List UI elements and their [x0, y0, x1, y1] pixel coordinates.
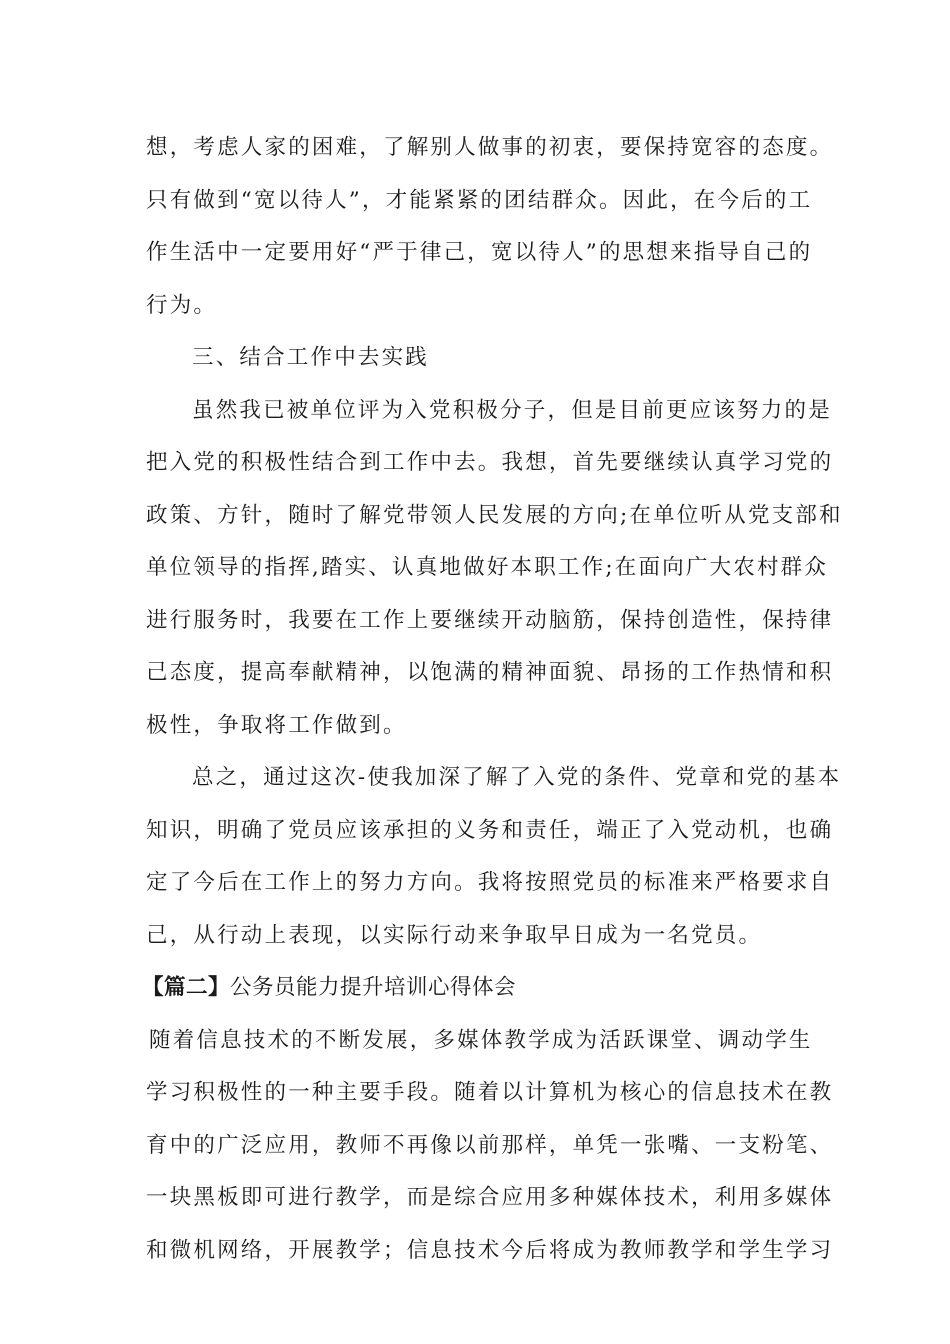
- article-heading: [142, 962, 816, 1015]
- paragraph-practice: [146, 385, 843, 753]
- text-line: 进行服务时，我要在工作上要继续开动脑筋，保持创造性，保持律: [146, 607, 834, 633]
- text-line: 一块黑板即可进行教学，而是综合应用多种媒体技术，利用多媒体: [146, 1185, 834, 1210]
- text-line: 行为。: [146, 292, 218, 318]
- document-page: [142, 122, 843, 1277]
- text-line: 极性，争取将工作做到。: [146, 712, 407, 738]
- text-line: 知识，明确了党员应该承担的义务和责任，端正了入党动机，也确: [146, 817, 834, 843]
- article-label: 【篇二】: [142, 975, 231, 1000]
- text-line: 虽然我已被单位评为入党积极分子，但是目前更应该努力的是: [192, 397, 832, 423]
- text-line: 育中的广泛应用，教师不再像以前那样，单凭一张嘴、一支粉笔、: [146, 1132, 834, 1158]
- text-line: 己态度，提高奉献精神，以饱满的精神面貌、昂扬的工作热情和积: [146, 660, 834, 685]
- text-line: 总之，通过这次-使我加深了解了入党的条件、党章和党的基本: [192, 765, 842, 790]
- text-line: 定了今后在工作上的努力方向。我将按照党员的标准来严格要求自: [146, 870, 834, 895]
- paragraph-multimedia: [146, 1015, 834, 1278]
- text-line: 学习积极性的一种主要手段。随着以计算机为核心的信息技术在教: [146, 1080, 834, 1105]
- text-line: 把入党的积极性结合到工作中去。我想，首先要继续认真学习党的: [146, 450, 834, 475]
- text-line: 只有做到“宽以待人”，才能紧紧的团结群众。因此，在今后的工: [146, 187, 813, 213]
- section-heading: 三、结合工作中去实践: [192, 345, 430, 370]
- text-line: 想，考虑人家的困难，了解别人做事的初衷，要保持宽容的态度。: [146, 135, 834, 160]
- paragraph-tolerance: [146, 122, 834, 332]
- paragraph-summary: [146, 752, 842, 962]
- article-title: 公务员能力提升培训心得体会: [230, 975, 517, 1000]
- text-line: 单位领导的指挥,踏实、认真地做好本职工作;在面向广大农村群众: [146, 555, 829, 580]
- text-line: 随着信息技术的不断发展，多媒体教学成为活跃课堂、调动学生: [149, 1027, 813, 1053]
- text-line: 作生活中一定要用好“严于律己，宽以待人”的思想来指导自己的: [146, 240, 813, 265]
- text-line: 政策、方针，随时了解党带领人民发展的方向;在单位听从党支部和: [146, 502, 843, 528]
- text-line: 和微机网络，开展教学；信息技术今后将成为教师教学和学生学习: [146, 1237, 834, 1263]
- text-line: 己，从行动上表现，以实际行动来争取早日成为一名党员。: [146, 922, 763, 948]
